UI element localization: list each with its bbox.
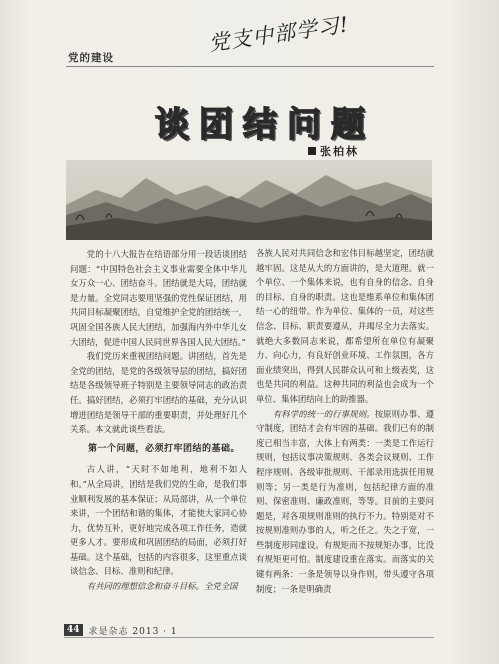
paragraph: 党的十八大报告在结语部分用一段话谈团结问题：“中国特色社会主义事业需要全体中华儿女万众一心、团结奋斗。团结就是大局，团结就是力量。全党同志要用坚强的党性保证团结，用共同目标凝聚团结，自觉维护全党的团结统一，巩固全国各族人民大团结，加强海内外中华儿女大团结，促进中国人民同世界各国人民大团结。”	[70, 249, 247, 347]
section-label: 党的建设	[68, 52, 114, 64]
journal-name: 求是杂志 2013 · 1	[88, 626, 178, 637]
paragraph-body: 按原则办事、遵守制度，团结才会有牢固的基础。我们已有的制度已相当丰富，大体上有两类：一类是工作运行规则，包括议事决策规则、各类会议规则、工作程序规则、各级审批规则、干部录用选拔任用规则等；另一类是行为准则，包括纪律方面的准则、保密准则、廉政准则，等等。目前的主要问题是，对各项规则准则的执行不力。特别是对不按规则准则办事的人，听之任之。失之于宽，一些制度形同虚设。有规矩而不按规矩办事，比没有规矩更可怕。制度建设重在落实。而落实的关键有两条：一条是领导以身作则，带头遵守各项制度；一条是明确责	[256, 408, 435, 594]
square-bullet-icon	[308, 147, 316, 155]
author-line	[308, 143, 359, 159]
article-title: 谈团结问题	[155, 105, 375, 145]
header-divider	[66, 66, 434, 67]
author-name: 张柏林	[320, 145, 359, 158]
paragraph-lead: 有科学的统一的行事规则。	[272, 408, 375, 419]
left-column	[70, 247, 247, 594]
footer-divider	[64, 637, 434, 638]
paragraph: 古人讲，“天时不如地利，地利不如人和。”从全局讲，团结是我们党的生命，是我们事业顺利发展的基本保证；从局部讲，从一个单位来讲，一个团结和谐的集体，才能使大家同心协力，优势互补，更好地完成各项工作任务，造就更多人才。要形成和巩固团结的局面，必须打好基础。这个基础，包括的内容很多，这里重点谈谈信念、目标、准则和纪律。	[70, 464, 247, 577]
handwritten-note: 党支中部学习!	[207, 12, 351, 56]
page-number: 44	[64, 624, 83, 636]
paragraph: 我们党历来重视团结问题。讲团结，首先是全党的团结，是党的各级领导层的团结，搞好团结是各级领导班子特别是主要领导同志的政治责任。搞好团结，必须打牢团结的基础，充分认识增进团结是领导干部的重要职责，并处理好几个关系。本文就此谈些看法。	[70, 351, 247, 435]
landscape-illustration	[66, 160, 432, 240]
paragraph	[256, 407, 434, 597]
paragraph: 各族人民对共同信念和宏伟目标越坚定，团结就越牢固。这是从大的方面讲的，是大道理。就一个单位、一个集体来说，也有自身的信念、自身的目标、自身的职责。这也是维系单位和集体团结一心的纽带。作为单位、集体的一员，对这些信念、目标、职责要遵从，并竭尽全力去落实。就绝大多数同志来说，都希望所在单位有凝聚力、向心力，有良好创业环境、工作氛围，各方面业绩突出，得到人民群众认可和上级表奖，这也是共同的利益。这种共同的利益也会成为一个单位、集体团结向上的助推器。	[256, 248, 434, 404]
paragraph-lead: 有共同的理想信念和奋斗目标。全党全国	[86, 581, 238, 592]
page-footer	[64, 623, 178, 637]
right-column	[256, 246, 434, 596]
section-subhead: 第一个问题，必须打牢团结的基础。	[88, 443, 241, 454]
